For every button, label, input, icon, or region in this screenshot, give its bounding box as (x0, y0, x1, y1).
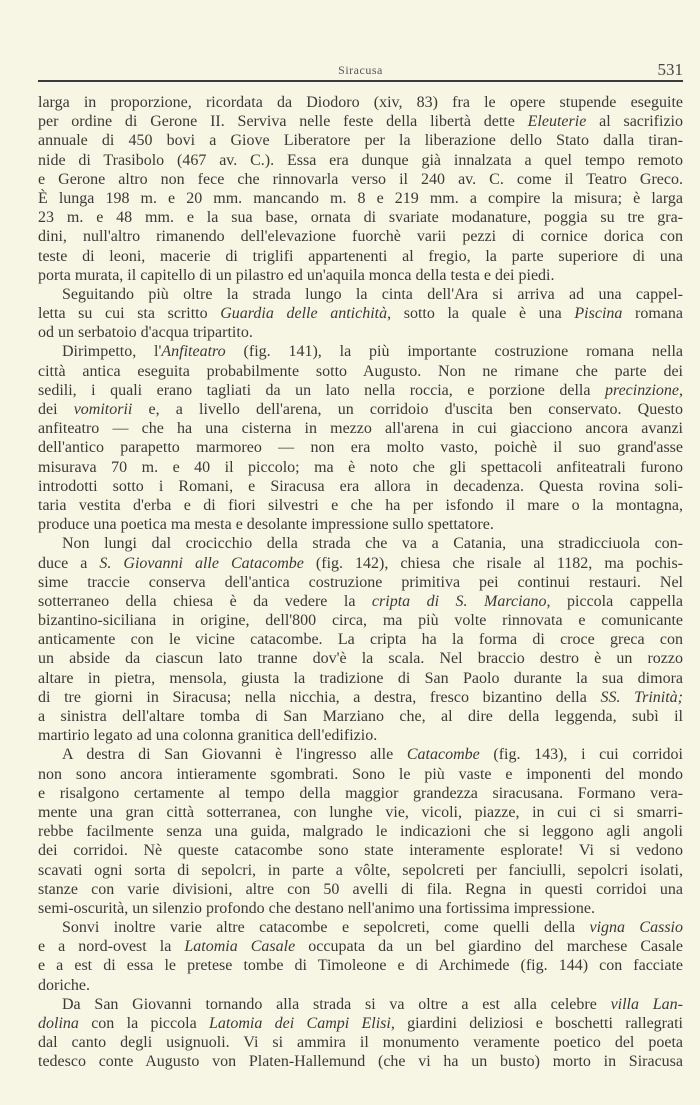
text-line (38, 765, 683, 784)
text-segment: (fig. 141), la più importante costruzione romana nella (225, 343, 683, 361)
text-line (38, 573, 683, 592)
paragraph (38, 285, 683, 343)
text-segment: un abside da ciascun lato tranne dov'è la scala. Nel braccio destro è un rozzo (38, 650, 683, 668)
text-line (38, 342, 683, 361)
text-line (38, 400, 683, 419)
text-line (38, 726, 683, 745)
text-segment: dal canto degli usignuoli. Vi si ammira il monumento veramente poetico del poeta (38, 1034, 683, 1052)
text-segment: , piccola cappella (546, 592, 684, 610)
text-line (38, 189, 683, 208)
paragraph (38, 93, 683, 285)
text-line (38, 227, 683, 246)
text-segment: e Gerone altro non fece che rinnovarla verso il 240 av. C. come il Teatro Greco. (38, 170, 683, 188)
body-text (38, 93, 683, 1072)
text-segment: a sinistra dell'altare tomba di San Marziano che, al dire della leggenda, subì il (38, 708, 683, 725)
text-line (38, 515, 683, 534)
paragraph (38, 534, 683, 745)
text-line (38, 899, 683, 918)
italic-text: vomitorii (73, 401, 133, 418)
text-segment: e, a livello dell'arena, un corridoio d'uscita ben conservato. Questo (132, 401, 684, 418)
text-segment: romana (622, 305, 684, 323)
text-line (38, 995, 683, 1014)
text-line (38, 554, 683, 573)
text-segment: dei (38, 401, 74, 418)
text-segment: martirio legato ad una colonna granitica dell'edifizio. (38, 727, 378, 745)
text-segment: A destra di San Giovanni è l'ingresso alle (62, 746, 407, 764)
page-number: 531 (657, 60, 683, 79)
italic-text: cripta di S. Marciano (371, 592, 547, 610)
text-segment: dei corridoi. Nè queste catacombe sono state interamente esplorate! Vi si vedono (38, 842, 683, 860)
text-segment: Seguitando più oltre la strada lungo la cinta dell'Ara si arriva ad una cappel- (62, 285, 683, 303)
text-segment: porta murata, il capitello di un pilastro ed un'aquila monca della testa e dei piedi. (38, 266, 555, 284)
text-line (38, 496, 683, 515)
text-segment: duce a (38, 554, 100, 572)
text-line (38, 688, 683, 707)
text-segment: produce una poetica ma mesta e desolante impressione sullo spettatore. (38, 516, 494, 534)
running-head (38, 60, 683, 80)
text-segment: tedesco conte Augusto von Platen-Hallemund (che vi ha un busto) morto in Siracusa (38, 1053, 683, 1071)
text-segment: di tre giorni in Siracusa; nella nicchia, a destra, fresco bizantino della (38, 688, 601, 706)
text-segment: dell'antico parapetto marmoreo — non era molto vasto, poichè il suo grand'asse (38, 439, 683, 457)
header-rule (38, 80, 683, 82)
text-segment: taria vestita d'erba e di fiori silvestri e che ha per isfondo il mare o la montagna, (38, 496, 683, 514)
text-line (38, 649, 683, 668)
text-line (38, 170, 683, 189)
text-line (38, 151, 683, 170)
text-line (38, 1052, 683, 1071)
text-line (38, 592, 683, 611)
text-line (38, 266, 683, 285)
italic-text: S. Giovanni alle Catacombe (99, 554, 304, 572)
text-line (38, 534, 683, 553)
text-segment: città antica eseguita probabilmente sotto Augusto. Non ne rimane che parte dei (38, 362, 683, 380)
text-segment: con la piccola (78, 1015, 209, 1032)
text-line (38, 304, 683, 323)
italic-text: Guardia delle antichità (220, 305, 388, 323)
text-line (38, 976, 683, 995)
text-segment: non sono ancora intieramente sgombrati. Sono le più vaste e imponenti del mondo (38, 765, 683, 783)
text-line (38, 611, 683, 630)
text-line (38, 381, 683, 400)
paragraph (38, 995, 683, 1072)
text-line (38, 918, 683, 937)
text-line (38, 956, 683, 975)
paragraph (38, 342, 683, 534)
italic-text: SS. Trinità; (600, 688, 684, 706)
text-segment: mente una gran città sotterranea, con lunghe vie, vicoli, piazze, in cui ci si smarri- (38, 803, 683, 821)
text-line (38, 112, 683, 131)
text-line (38, 880, 683, 899)
text-segment: sotterraneo della chiesa è da vedere la (38, 592, 372, 610)
text-segment: rebbe facilmente senza una guida, malgrado le indicazioni che si leggono agli angoli (38, 823, 683, 841)
text-segment: dini, null'altro rimanendo dell'elevazione fuorchè varii pezzi di cornice dorica con (38, 228, 683, 246)
paragraph (38, 745, 683, 918)
text-line (38, 362, 683, 381)
text-segment: Sonvi inoltre varie altre catacombe e sepolcreti, come quelli della (62, 919, 590, 937)
text-segment: introdotti sotto i Romani, e Siracusa era allora in decadenza. Questa rovina soli- (38, 477, 683, 495)
text-segment: , (679, 381, 683, 399)
text-segment: semi-oscurità, un silenzio profondo che destano nell'animo una fortissima impressione. (38, 899, 595, 917)
text-segment: Da San Giovanni tornando alla strada si va oltre a est alla celebre (62, 995, 611, 1013)
text-segment: (fig. 142), chiesa che risale al 1182, ma pochis- (303, 554, 684, 572)
paragraph (38, 918, 683, 995)
text-line (38, 458, 683, 477)
text-segment: scavati ogni sorta di sepolcri, in parte a vôlte, sepolcreti per fanciulli, sepolcri isolati, (38, 861, 683, 879)
italic-text: vigna Cassio (589, 919, 683, 937)
text-line (38, 93, 683, 112)
text-segment: annuale di 450 bovi a Giove Liberatore per la liberazione dello Stato dalla tiran- (38, 132, 683, 150)
text-segment: anfiteatro — che ha una cisterna in mezzo all'arena in cui giacciono ancora avanzi (38, 420, 683, 438)
text-segment: È lunga 198 m. e 20 mm. mancando m. 8 e 219 mm. a compire la misura; è larga (38, 189, 683, 207)
text-segment: stanze con varie divisioni, altre con 50 avelli di fila. Regna in questi corridoi una (38, 880, 683, 898)
text-line (38, 1014, 683, 1033)
text-line (38, 438, 683, 457)
text-segment: al sacrifizio (586, 113, 683, 131)
text-segment: e a est di essa le pretese tombe di Timoleone e di Archimede (fig. 144) con facciate (38, 957, 683, 975)
text-line (38, 803, 683, 822)
text-line (38, 630, 683, 649)
text-line (38, 861, 683, 880)
text-segment: , sotto la quale è una (387, 305, 575, 323)
text-segment: sime traccie conserva dell'antica costruzione primitiva pei continui restauri. Nel (38, 573, 683, 591)
text-line (38, 247, 683, 266)
running-head-title: Siracusa (338, 63, 383, 77)
text-line (38, 285, 683, 304)
text-segment: per ordine di Gerone II. Serviva nelle feste della libertà dette (38, 113, 528, 131)
text-line (38, 1033, 683, 1052)
text-segment: Dirimpetto, l' (62, 343, 162, 361)
italic-text: Latomia Casale (184, 938, 296, 956)
text-segment: nide di Trasibolo (467 av. C.). Essa era dunque già innalzata a quel tempo remoto (38, 151, 683, 169)
text-line (38, 841, 683, 860)
text-segment: doriche. (38, 976, 90, 994)
text-line (38, 208, 683, 227)
text-segment: anticamente con le vicine catacombe. La cripta ha la forma di croce greca con (38, 631, 683, 649)
italic-text: precinzione (604, 381, 679, 399)
text-line (38, 131, 683, 150)
text-segment: letta su cui sta scritto (38, 305, 221, 323)
italic-text: Piscina (574, 305, 623, 323)
text-segment: bizantino-siciliana in origine, dell'800 circa, ma più volte rinnovata e comunicante (38, 612, 683, 630)
text-line (38, 822, 683, 841)
text-segment: (fig. 143), i cui corridoi (479, 746, 683, 764)
text-segment: altare in pietra, mensola, giusta la tradizione di San Paolo durante la sua dimora (38, 669, 683, 687)
text-segment: e risalgono certamente al tempo della maggior grandezza siracusana. Formano vera- (38, 784, 683, 802)
text-segment: teste di leoni, macerie di triglifi appartenenti al fregio, la parte superiore di una (38, 247, 683, 265)
text-segment: occupata da un bel giardino del marchese Casale (295, 938, 684, 956)
text-segment: e a nord-ovest la (38, 938, 185, 956)
text-segment: 23 m. e 48 mm. e la sua base, ornata di svariate modanature, poggia su tre gra- (38, 209, 683, 227)
text-line (38, 745, 683, 764)
text-line (38, 477, 683, 496)
text-segment: od un serbatoio d'acqua tripartito. (38, 324, 253, 342)
text-line (38, 707, 683, 726)
italic-text: Anfiteatro (161, 343, 226, 361)
italic-text: dolina (38, 1015, 79, 1032)
text-segment: misurava 70 m. e 40 il piccolo; ma è noto che gli spettacoli anfiteatrali furono (38, 458, 683, 476)
italic-text: Latomia dei Campi Elisi (209, 1015, 391, 1032)
text-line (38, 669, 683, 688)
text-line (38, 784, 683, 803)
italic-text: villa Lan- (610, 995, 683, 1013)
italic-text: Catacombe (406, 746, 480, 764)
italic-text: Eleuterie (527, 113, 587, 131)
text-line (38, 323, 683, 342)
text-line (38, 419, 683, 438)
text-segment: larga in proporzione, ricordata da Diodoro (xiv, 83) fra le opere stupende eseguite (38, 94, 683, 111)
text-segment: , giardini deliziosi e boschetti rallegrati (390, 1015, 683, 1032)
text-segment: Non lungi dal crocicchio della strada che va a Catania, una stradicciuola con- (62, 535, 683, 553)
text-line (38, 937, 683, 956)
text-segment: sedili, i quali erano tagliati da un lato nella roccia, e porzione della (38, 381, 605, 399)
